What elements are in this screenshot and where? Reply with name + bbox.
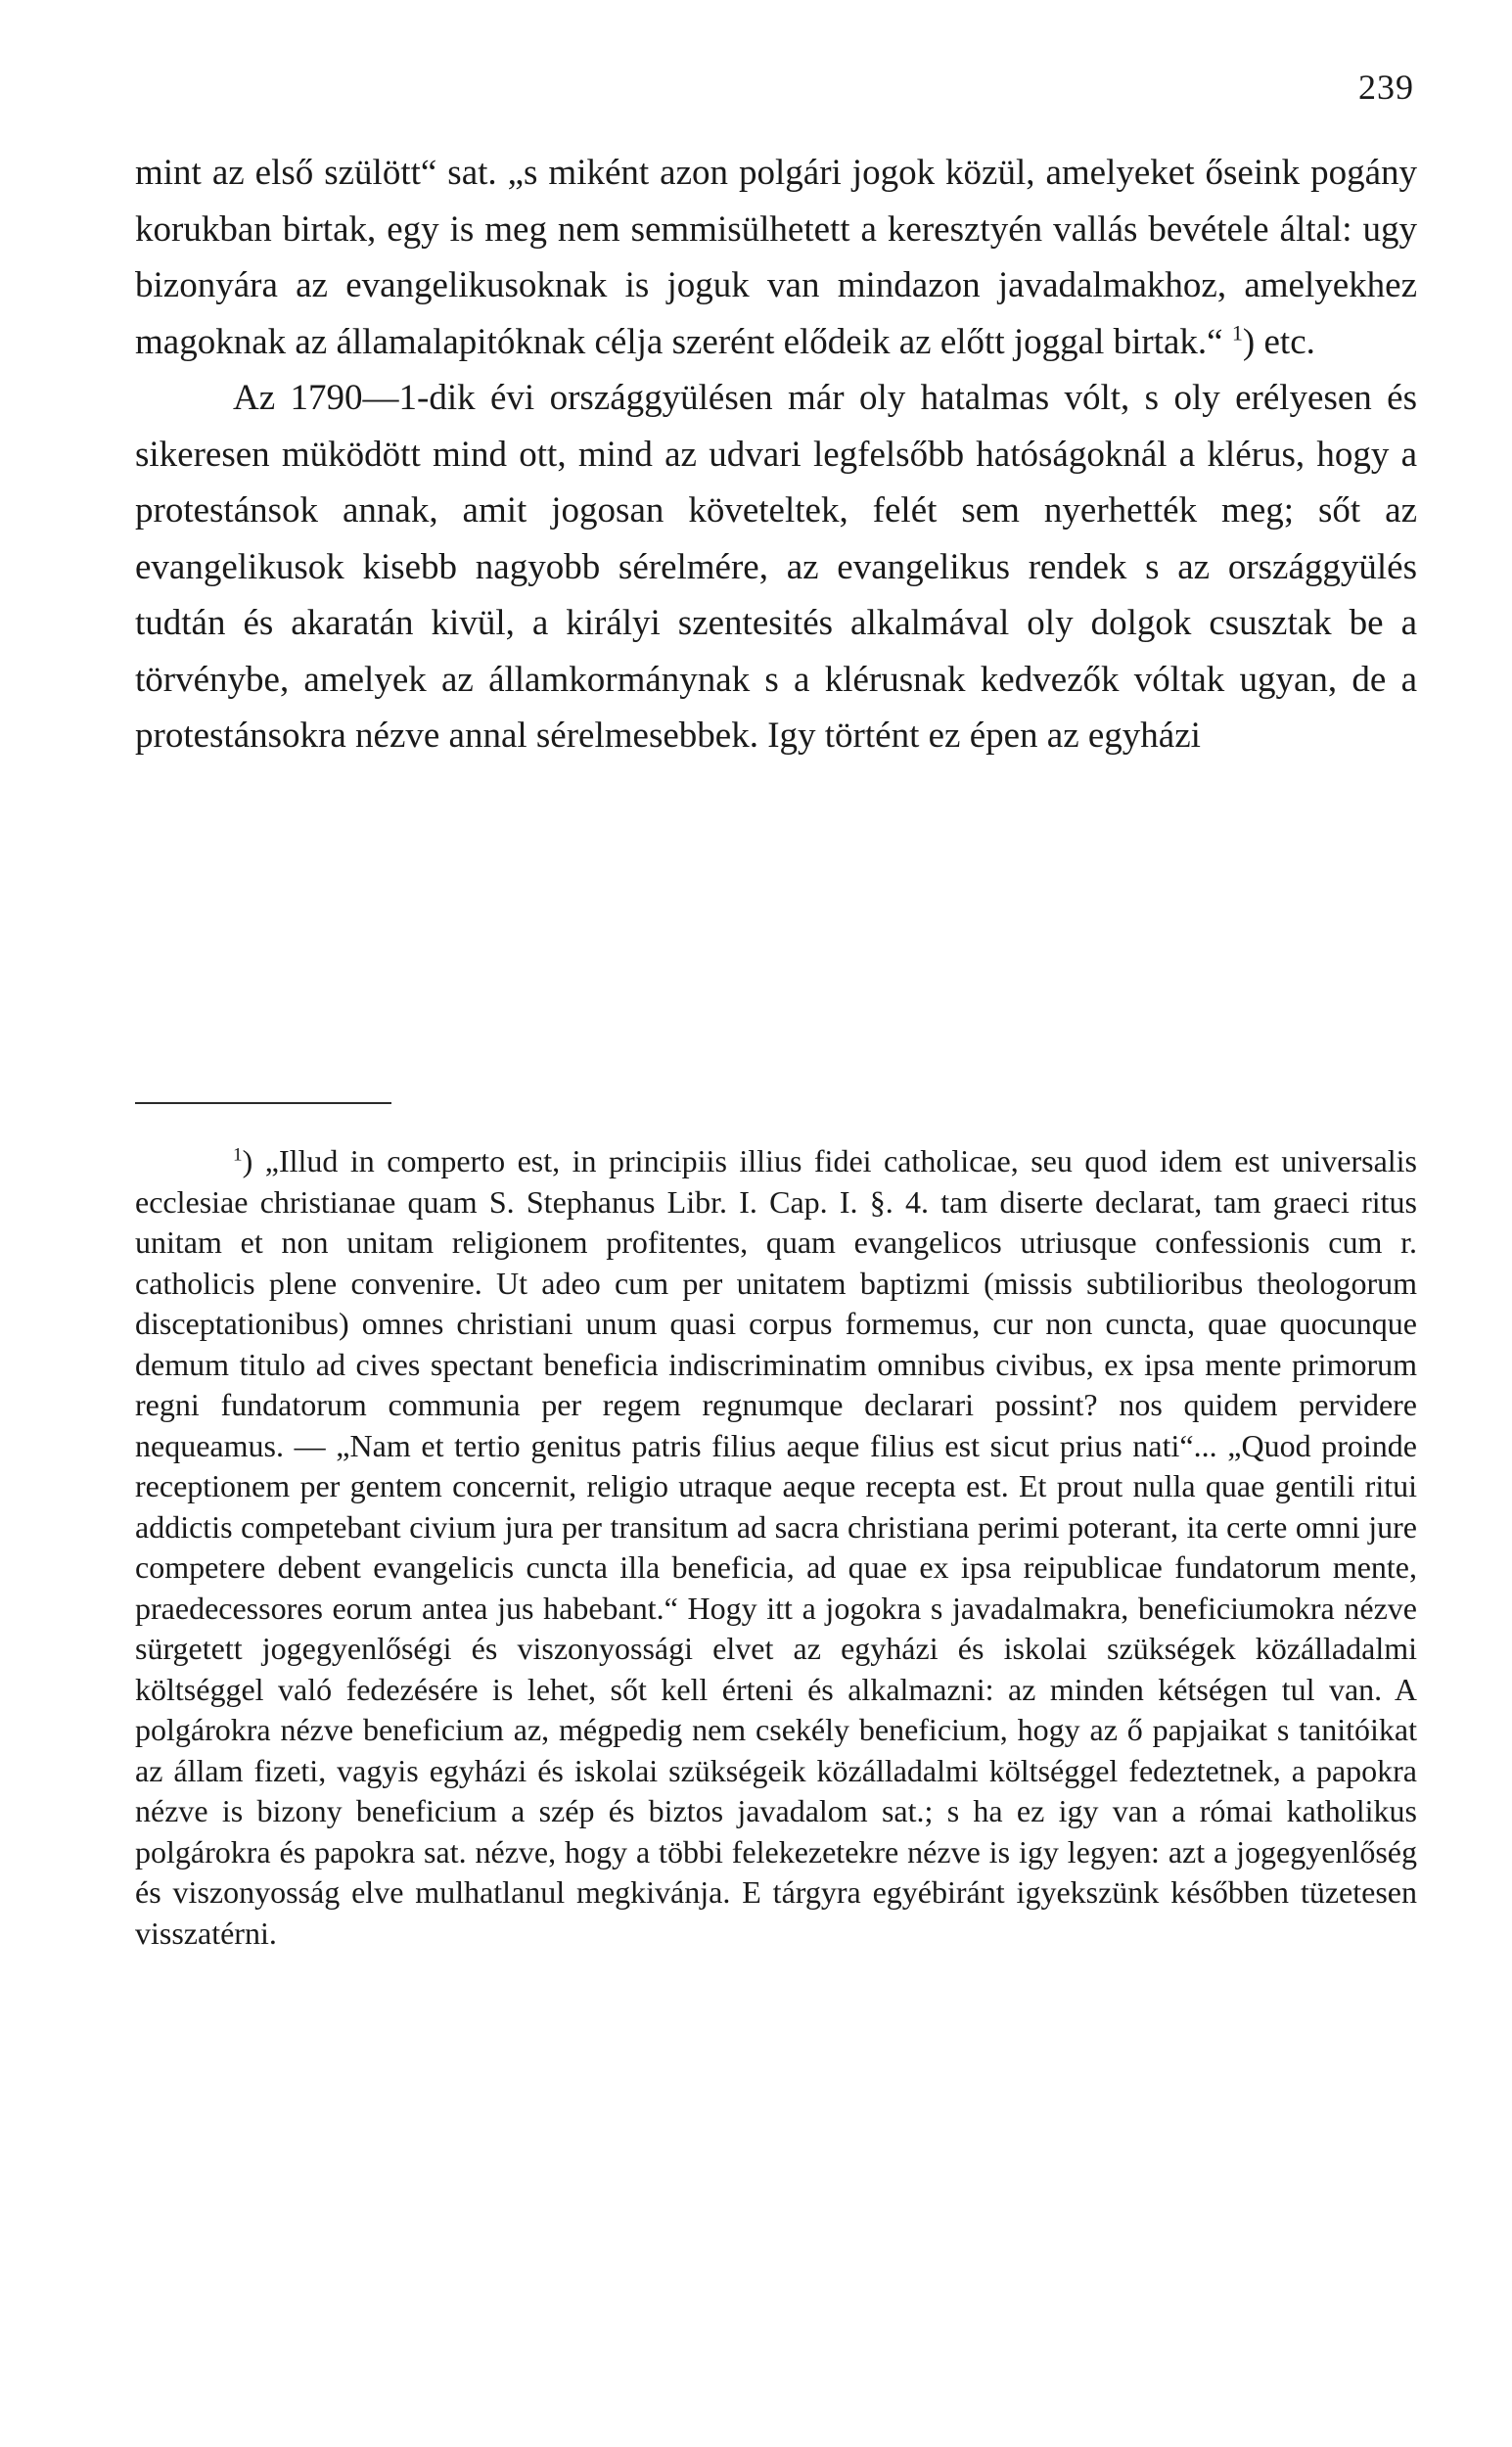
paragraph-continuation [135,145,1417,370]
page-number: 239 [1358,68,1414,107]
footnote-reference: 1 [1231,320,1243,346]
footnote-divider [135,1102,391,1104]
footnote-text: „Illud in comperto est, in principiis illius fidei catholicae, seu quod idem est universalis ecclesiae christianae quam S. Stephanus Libr. I. Cap. I. §. 4. tam diserte declarat, tam graeci ritus unitam et non unitam religionem profitentes, quam evangelicos utriusque confessionis cum r. catholicis plene convenire. Ut adeo cum per unitatem baptizmi (missis subtilioribus theologorum disceptationibus) omnes christiani unum quasi corpus formemus, cur non cuncta, quae quocunque demum titulo ad cives spectant beneficia indiscriminatim omnibus civibus, ex ipsa mente primorum regni fundatorum communia per regem regnumque declarari possint? nos quidem pervidere nequeamus. — „Nam et tertio genitus patris filius aeque filius est sicut prius nati“... „Quod proinde receptionem per gentem concernit, religio utraque aeque recepta est. Et prout nulla quae gentili ritui addictis competebant civium jura per transitum ad sacra christiana perimi poterant, ita certe omni jure competere debent evangelicis cuncta illa beneficia, ad quae ex ipsa reipublicae fundatorum mente, praedecessores eorum antea jus habebant.“ Hogy itt a jogokra s javadalmakra, beneficiumokra nézve sürgetett jogegyenlőségi és viszonyossági elvet az egyházi és iskolai szükségek közálladalmi költséggel való fedezésére is lehet, sőt kell érteni és alkalmazni: az minden kétségen tul van. A polgárokra nézve beneficium az, mégpedig nem csekély beneficium, hogy az ő papjaikat s tanitóikat az állam fizeti, vagyis egyházi és iskolai szükségeik közálladalmi költséggel fedeztetnek, a papokra nézve is bizony beneficium a szép és biztos javadalom sat.; s ha ez igy van a római katholikus polgárokra és papokra sat. nézve, hogy a többi felekezetekre nézve is igy legyen: azt a jogegyenlőség és viszonyosság elve mulhatlanul megkivánja. E tárgyra egyébiránt igyekszünk későbben tüzetesen visszatérni. [135,1143,1417,1951]
main-text [135,145,1417,764]
paragraph-text: mint az első szülött“ sat. „s miként azon polgári jogok közül, amelyeket őseink pogány korukban birtak, egy is meg nem semmisülhetett a keresztyén vallás bevétele által: ugy bizonyára az evangelikusoknak is joguk van mindazon javadalmakhoz, amelyekhez magoknak az államalapitóknak célja szerént elődeik az előtt joggal birtak.“ [135,153,1417,362]
footnote-marker: 1 [233,1144,243,1166]
footnote-marker-paren: ) [242,1143,253,1178]
paragraph-tail: ) etc. [1242,321,1315,362]
footnote [135,1141,1417,1954]
paragraph: Az 1790—1-dik évi országgyülésen már oly hatalmas vólt, s oly erélyesen és sikeresen müködött mind ott, mind az udvari legfelsőbb hatóságoknál a klérus, hogy a protestánsok annak, amit jogosan követeltek, felét sem nyerhették meg; sőt az evangelikusok kisebb nagyobb sérelmére, az evangelikus rendek s az országgyülés tudtán és akaratán kivül, a királyi szentesités alkalmával oly dolgok csusztak be a törvénybe, amelyek az államkormánynak s a klérusnak kedvezők vóltak ugyan, de a protestánsokra nézve annal sérelmesebbek. Igy történt ez épen az egyházi [135,378,1417,756]
